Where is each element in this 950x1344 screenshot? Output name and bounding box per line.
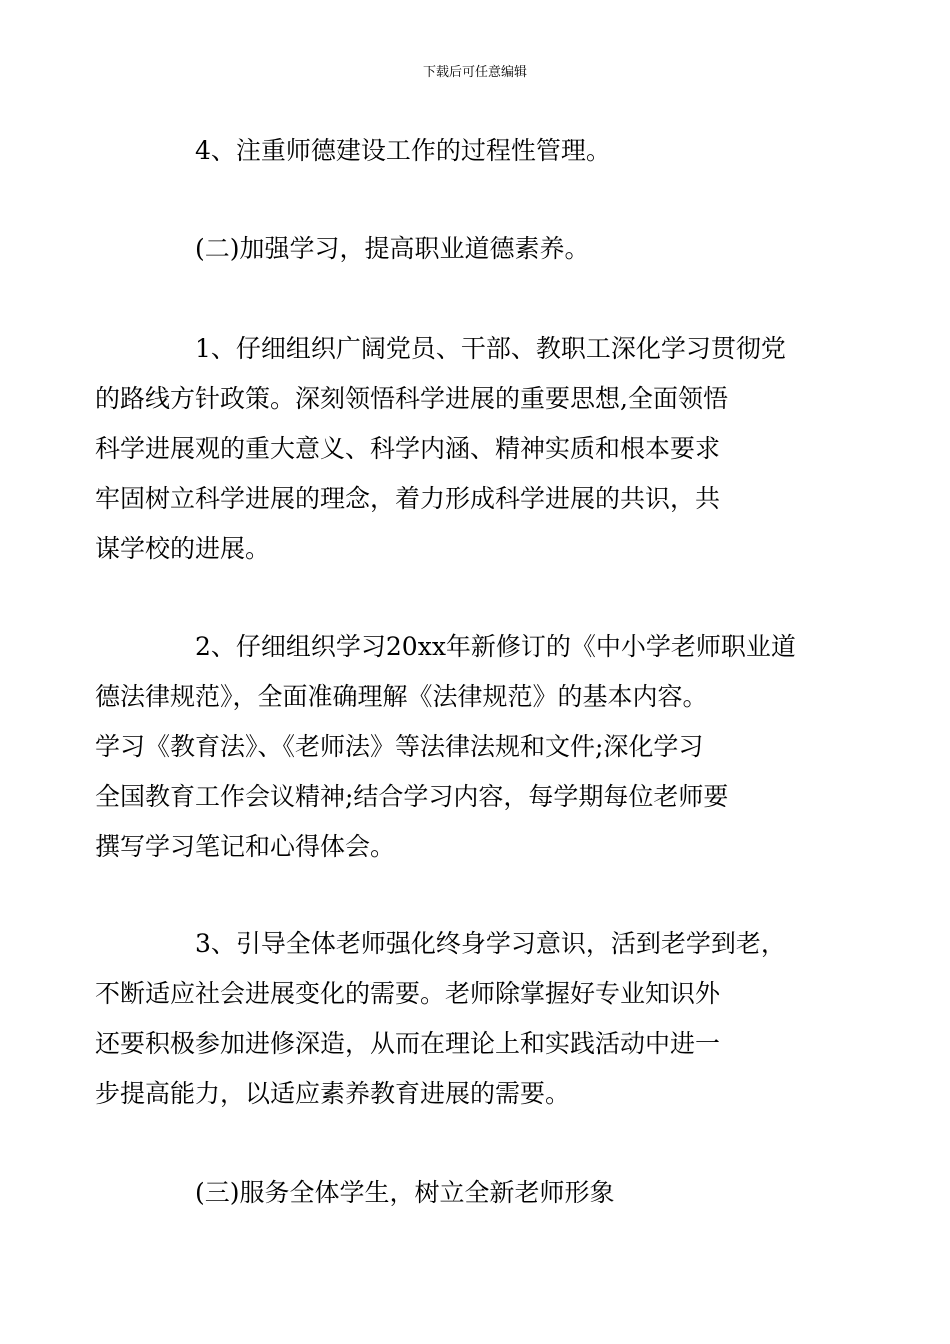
text-line: 3、引导全体老师强化终身学习意识，活到老学到老， — [195, 929, 786, 958]
text-line: 不断适应社会进展变化的需要。老师除掌握好专业知识外 — [95, 979, 721, 1008]
paragraph-item-1 — [95, 324, 810, 574]
text-line: 的路线方针政策。深刻领悟科学进展的重要思想,全面领悟 — [95, 384, 728, 413]
text-line: 2、仔细组织学习20xx年新修订的《中小学老师职业道 — [195, 632, 796, 661]
paragraph-item-3 — [95, 919, 810, 1119]
text-line: 德法律规范》，全面准确理解《法律规范》的基本内容。 — [95, 682, 708, 711]
text-line: 全国教育工作会议精神;结合学习内容，每学期每位老师要 — [95, 782, 729, 811]
paragraph-item-4 — [145, 126, 810, 176]
section-heading-2 — [145, 224, 810, 274]
text-line: (三)服务全体学生，树立全新老师形象 — [195, 1178, 615, 1207]
section-heading-3 — [145, 1168, 810, 1218]
page-header: 下载后可任意编辑 — [422, 65, 527, 80]
text-line: 步提高能力，以适应素养教育进展的需要。 — [95, 1079, 571, 1108]
text-line: 学习《教育法》、《老师法》等法律法规和文件;深化学习 — [95, 732, 704, 761]
text-line: 牢固树立科学进展的理念，着力形成科学进展的共识，共 — [95, 484, 721, 513]
paragraph-item-2 — [95, 622, 810, 872]
text-line: 科学进展观的重大意义、科学内涵、精神实质和根本要求 — [95, 434, 721, 463]
text-line: (二)加强学习，提高职业道德素养。 — [195, 234, 590, 263]
text-line: 4、注重师德建设工作的过程性管理。 — [195, 136, 611, 165]
text-line: 撰写学习笔记和心得体会。 — [95, 832, 396, 861]
text-line: 1、仔细组织广阔党员、干部、教职工深化学习贯彻党 — [195, 334, 786, 363]
text-line: 还要积极参加进修深造，从而在理论上和实践活动中进一 — [95, 1029, 721, 1058]
text-line: 谋学校的进展。 — [95, 534, 271, 563]
